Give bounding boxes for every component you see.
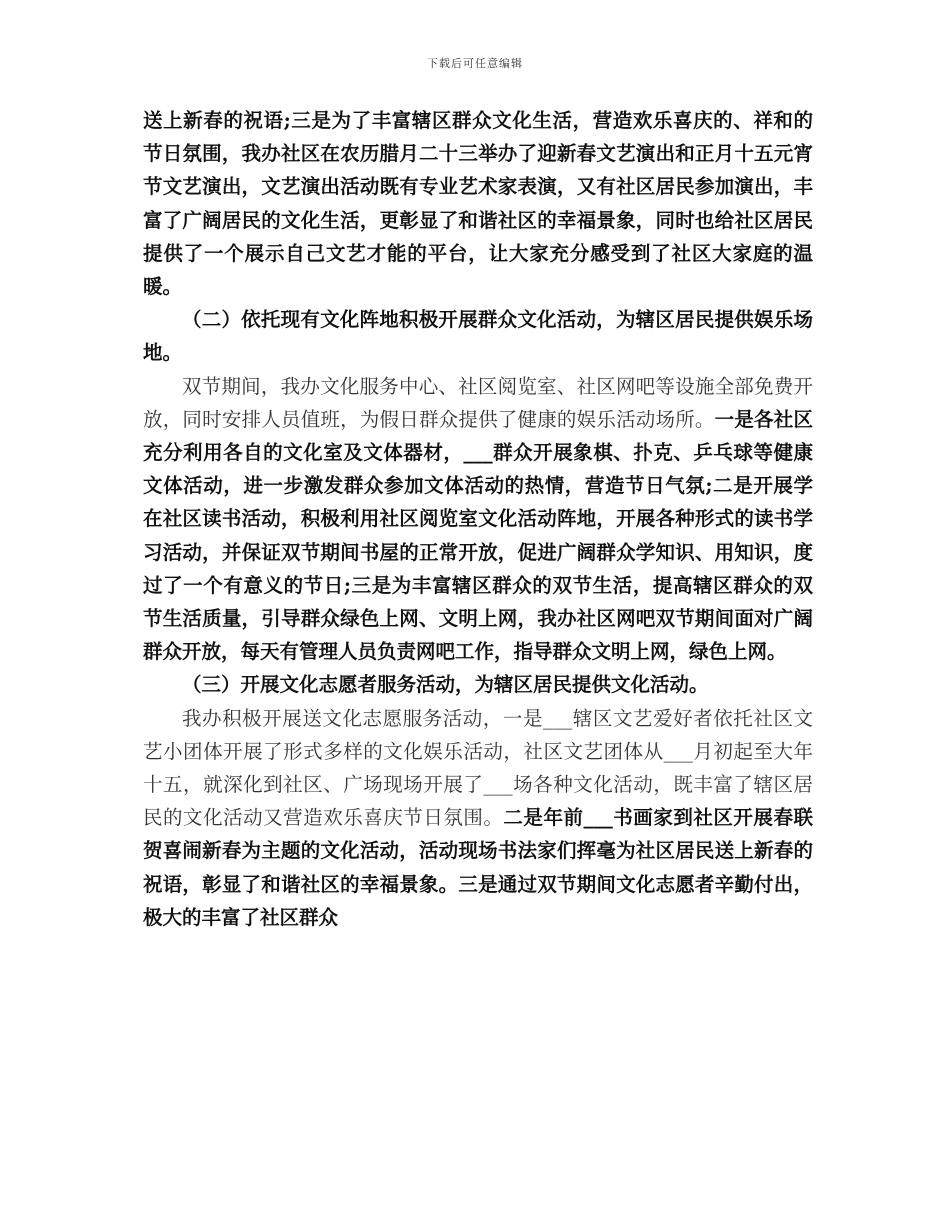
paragraph-3 [143,702,813,934]
section-heading-3: （三）开展文化志愿者服务活动，为辖区居民提供文化活动。 [182,673,709,697]
paragraph-1: 送上新春的祝语;三是为了丰富辖区群众文化生活，营造欢乐喜庆的、祥和的节日氛围，我办社区在农历腊月二十三举办了迎新春文艺演出和正月十五元宵节文艺演出，文艺演出活动既有专业艺术家表演，又有社区居民参加演出，丰富了广阔居民的文化生活，更彰显了和谐社区的幸福景象，同时也给社区居民提供了一个展示自己文艺才能的平台，让大家充分感受到了社区大家庭的温暖。 [143,109,813,299]
paragraph-2 [143,370,813,669]
document-body [143,104,813,934]
paragraph-3-normal-text: 我办积极开展送文化志愿服务活动，一是___辖区文艺爱好者依托社区文艺小团体开展了形式多样的文化娱乐活动，社区文艺团体从___月初起至大年十五，就深化到社区、广场现场开展了___场各种文化活动，既丰富了辖区居民的文化活动又营造欢乐喜庆节日氛围。 [143,706,813,830]
page-header-note: 下载后可任意编辑 [427,57,523,70]
paragraph-2-normal-text: 双节期间，我办文化服务中心、社区阅览室、社区网吧等设施全部免费开放，同时安排人员值班，为假日群众提供了健康的娱乐活动场所。 [143,374,813,431]
paragraph-2-bold-text: 一是各社区充分利用各自的文化室及文体器材，___群众开展象棋、扑克、乒乓球等健康文体活动，进一步激发群众参加文体活动的热情，营造节日气氛;二是开展学在社区读书活动，积极利用社区阅览室文化活动阵地，开展各种形式的读书学习活动，并保证双节期间书屋的正常开放，促进广阔群众学知识、用知识，度过了一个有意义的节日;三是为丰富辖区群众的双节生活，提高辖区群众的双节生活质量，引导群众绿色上网、文明上网，我办社区网吧双节期间面对广阔群众开放，每天有管理人员负责网吧工作，指导群众文明上网，绿色上网。 [143,407,813,664]
paragraph-3-bold-text: 二是年前___书画家到社区开展春联贺喜闹新春为主题的文化活动，活动现场书法家们挥毫为社区居民送上新春的祝语，彰显了和谐社区的幸福景象。三是通过双节期间文化志愿者辛勤付出，极大的丰富了社区群众 [143,806,813,929]
section-heading-2: （二）依托现有文化阵地积极开展群众文化活动，为辖区居民提供娱乐场地。 [143,308,813,365]
